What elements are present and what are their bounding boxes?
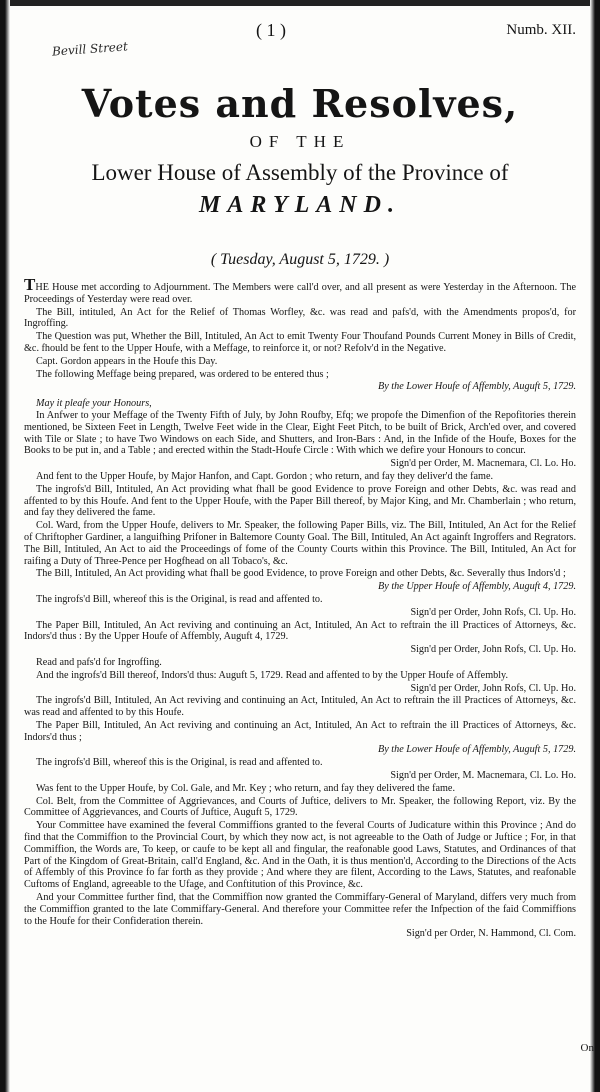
- paragraph: The Bill, Intituled, An Act providing what fhall be good Evidence, to prove Foreign and other Debts, &c. Severally thus Indors'd ;: [36, 568, 566, 580]
- left-binding-edge: [0, 0, 10, 1092]
- paragraph: The Paper Bill, Intituled, An Act reviving and continuing an Act, Intituled, An Act to reftrain the ill Practices of Attorneys, &c. Indors'd thus ;: [24, 719, 576, 743]
- paragraph: In Anfwer to your Meffage of the Twenty Fifth of July, by John Roufby, Efq; we propofe the Dimenfion of the Repofitories therein mentioned, be Sixteen Feet in Length, Twelve Feet wide in the Clear, Eight Feet Pitch, to be built of Brick, Arch'ed over, and covered with Tile or Slate ; to have Two Windows on each Side, and Shutters, and Iron-Bars : And, in the Infide of the Houfe, Boxes for the Books to be put in, and a Table ; and erected within the Stadt-Houfe Circle : With which we defire your Honours to concur.: [24, 409, 576, 457]
- proceedings-body: [24, 275, 576, 940]
- handwritten-note: Bevill Street: [51, 39, 129, 59]
- paragraph: Read and pafs'd for Ingroffing.: [36, 656, 162, 668]
- signature-line: By the Lower Houfe of Affembly, Auguft 5, 1729.: [378, 744, 576, 756]
- page-number: ( 1 ): [256, 20, 286, 40]
- paragraph: The following Meffage being prepared, was ordered to be entered thus ;: [36, 368, 329, 380]
- right-binding-edge: [590, 0, 600, 1092]
- paragraph: Col. Belt, from the Committee of Aggrievances, and Courts of Juftice, delivers to Mr. Speaker, the following Report, viz. By the Committee of Aggrievances, and Courts of Juftice, Auguft 5, 1729.: [24, 795, 576, 819]
- paragraph: Col. Ward, from the Upper Houfe, delivers to Mr. Speaker, the following Paper Bills, viz. The Bill, Intituled, An Act for the Relief of Chriftopher Gardiner, a languifhing Prifoner in Baltemore County Goal. The Bill, Intituled, An Act againft Ingroffers and Regrators. The Bill, Intituled, An Act to aid the Proceedings of fome of the County Courts within this Province. The Bill, Intituled, An Act for raifing a Duty of Three-Pence per Hogfhead on all Tobaco's, &c.: [24, 520, 576, 567]
- paragraph: And the ingrofs'd Bill thereof, Indors'd thus: Auguft 5, 1729. Read and affented to by the Upper Houfe of Affembly.: [36, 669, 509, 681]
- page-header: [24, 14, 576, 59]
- paragraph: The ingrofs'd Bill, whereof this is the Original, is read and affented to.: [36, 757, 323, 769]
- signature-line: By the Lower Houfe of Affembly, Auguft 5, 1729.: [378, 381, 576, 393]
- session-date: ( Tuesday, August 5, 1729. ): [210, 251, 390, 268]
- signature-line: Sign'd per Order, John Rofs, Cl. Up. Ho.: [410, 682, 576, 694]
- paragraph: And fent to the Upper Houfe, by Major Hanfon, and Capt. Gordon ; who return, and fay they deliver'd the fame.: [36, 470, 494, 482]
- paragraph: THE House met according to Adjournment. The Members were call'd over, and all present as were Yesterday in the Afternoon. The Proceedings of Yesterday were read over.: [24, 275, 576, 305]
- paragraph: The ingrofs'd Bill, whereof this is the Original, is read and affented to.: [36, 593, 323, 605]
- paragraph: The ingrofs'd Bill, Intituled, An Act reviving and continuing an Act, Intituled, An Act to reftrain the ill Practices of Attorneys, &c. was read and affented to by this Houfe.: [24, 695, 576, 719]
- masthead-house: Lower House of Assembly of the Province of: [91, 160, 509, 185]
- paragraph: The Bill, intituled, An Act for the Relief of Thomas Worfley, &c. was read and pafs'd, with the Amendments propos'd, for Ingroffing.: [24, 306, 576, 330]
- masthead-province: MARYLAND.: [199, 192, 401, 218]
- signature-line: Sign'd per Order, M. Macnemara, Cl. Lo. Ho.: [390, 770, 576, 782]
- top-border: [0, 0, 600, 6]
- paragraph: Your Committee have examined the feveral Commiffions granted to the feveral Courts of Judicature within this Province ; And do find that the Commiffion to the Provincial Court, by which they now act, is not agreeable to the Oath of Judge or Juftice ; For, in that Commiffion, the Words are, To keep, or caufe to be kept all and fingular, the reafonable good Laws, Statutes, and Ordinances of that Part of the Kingdom of Great-Britain, call'd England, &c. And in the Oath, it is thus mention'd, According to the Directions of the Acts of Affembly of this Province fo far forth as they provide ; And where they are filent, According to the Laws, Statutes, and reafonable Cuftoms of England, agreeable to the Ufage, and Conftitution of this Province, &c.: [24, 820, 576, 891]
- issue-number: Numb. XII.: [506, 22, 576, 38]
- signature-line: Sign'd per Order, John Rofs, Cl. Up. Ho.: [410, 606, 576, 618]
- masthead-title: Votes and Resolves,: [81, 81, 519, 126]
- paragraph: And your Committee further find, that the Commiffion now granted the Commiffary-General of Maryland, differs very much from the Commiffion granted to the late Commiffary-General. And therefore your Committee refer the Infpection of the faid Commiffions to the Houfe for their Confideration therein.: [24, 892, 576, 927]
- paragraph: Was fent to the Upper Houfe, by Col. Gale, and Mr. Key ; who return, and fay they delivered the fame.: [36, 782, 455, 794]
- paragraph: May it pleafe your Honours,: [36, 398, 152, 410]
- paragraph: The Question was put, Whether the Bill, Intituled, An Act to emit Twenty Four Thoufand Pounds Current Money in Bills of Credit, &c. fhould be fent to the Upper Houfe, with a Meffage, to reinforce it, or not? Refolv'd in the Negative.: [24, 331, 576, 354]
- signature-line: Sign'd per Order, N. Hammond, Cl. Com.: [406, 928, 576, 940]
- masthead-of-the: OF THE: [249, 132, 351, 151]
- paragraph: The Paper Bill, Intituled, An Act reviving and continuing an Act, Intituled, An Act to reftrain the ill Practices of Attorneys, &c. Indors'd thus : By the Upper Houfe of Affembly, Auguft 4, 1729.: [24, 619, 576, 643]
- signature-line: Sign'd per Order, John Rofs, Cl. Up. Ho.: [410, 644, 576, 656]
- paragraph: The ingrofs'd Bill, Intituled, An Act providing what fhall be good Evidence to prove Foreign and other Debts, &c. was read and affented to by this Houfe. And fent to the Upper Houfe, with the Paper Bill thereof, by Major King, and Mr. Chamberlain ; who return, and fay they delivered the fame.: [24, 483, 576, 519]
- signature-line: Sign'd per Order, M. Macnemara, Cl. Lo. Ho.: [390, 458, 576, 470]
- signature-line: By the Upper Houfe of Affembly, Auguft 4, 1729.: [378, 581, 576, 593]
- catchword: On: [580, 1042, 594, 1054]
- page-content: [24, 14, 576, 941]
- paragraph: Capt. Gordon appears in the Houfe this Day.: [36, 355, 218, 367]
